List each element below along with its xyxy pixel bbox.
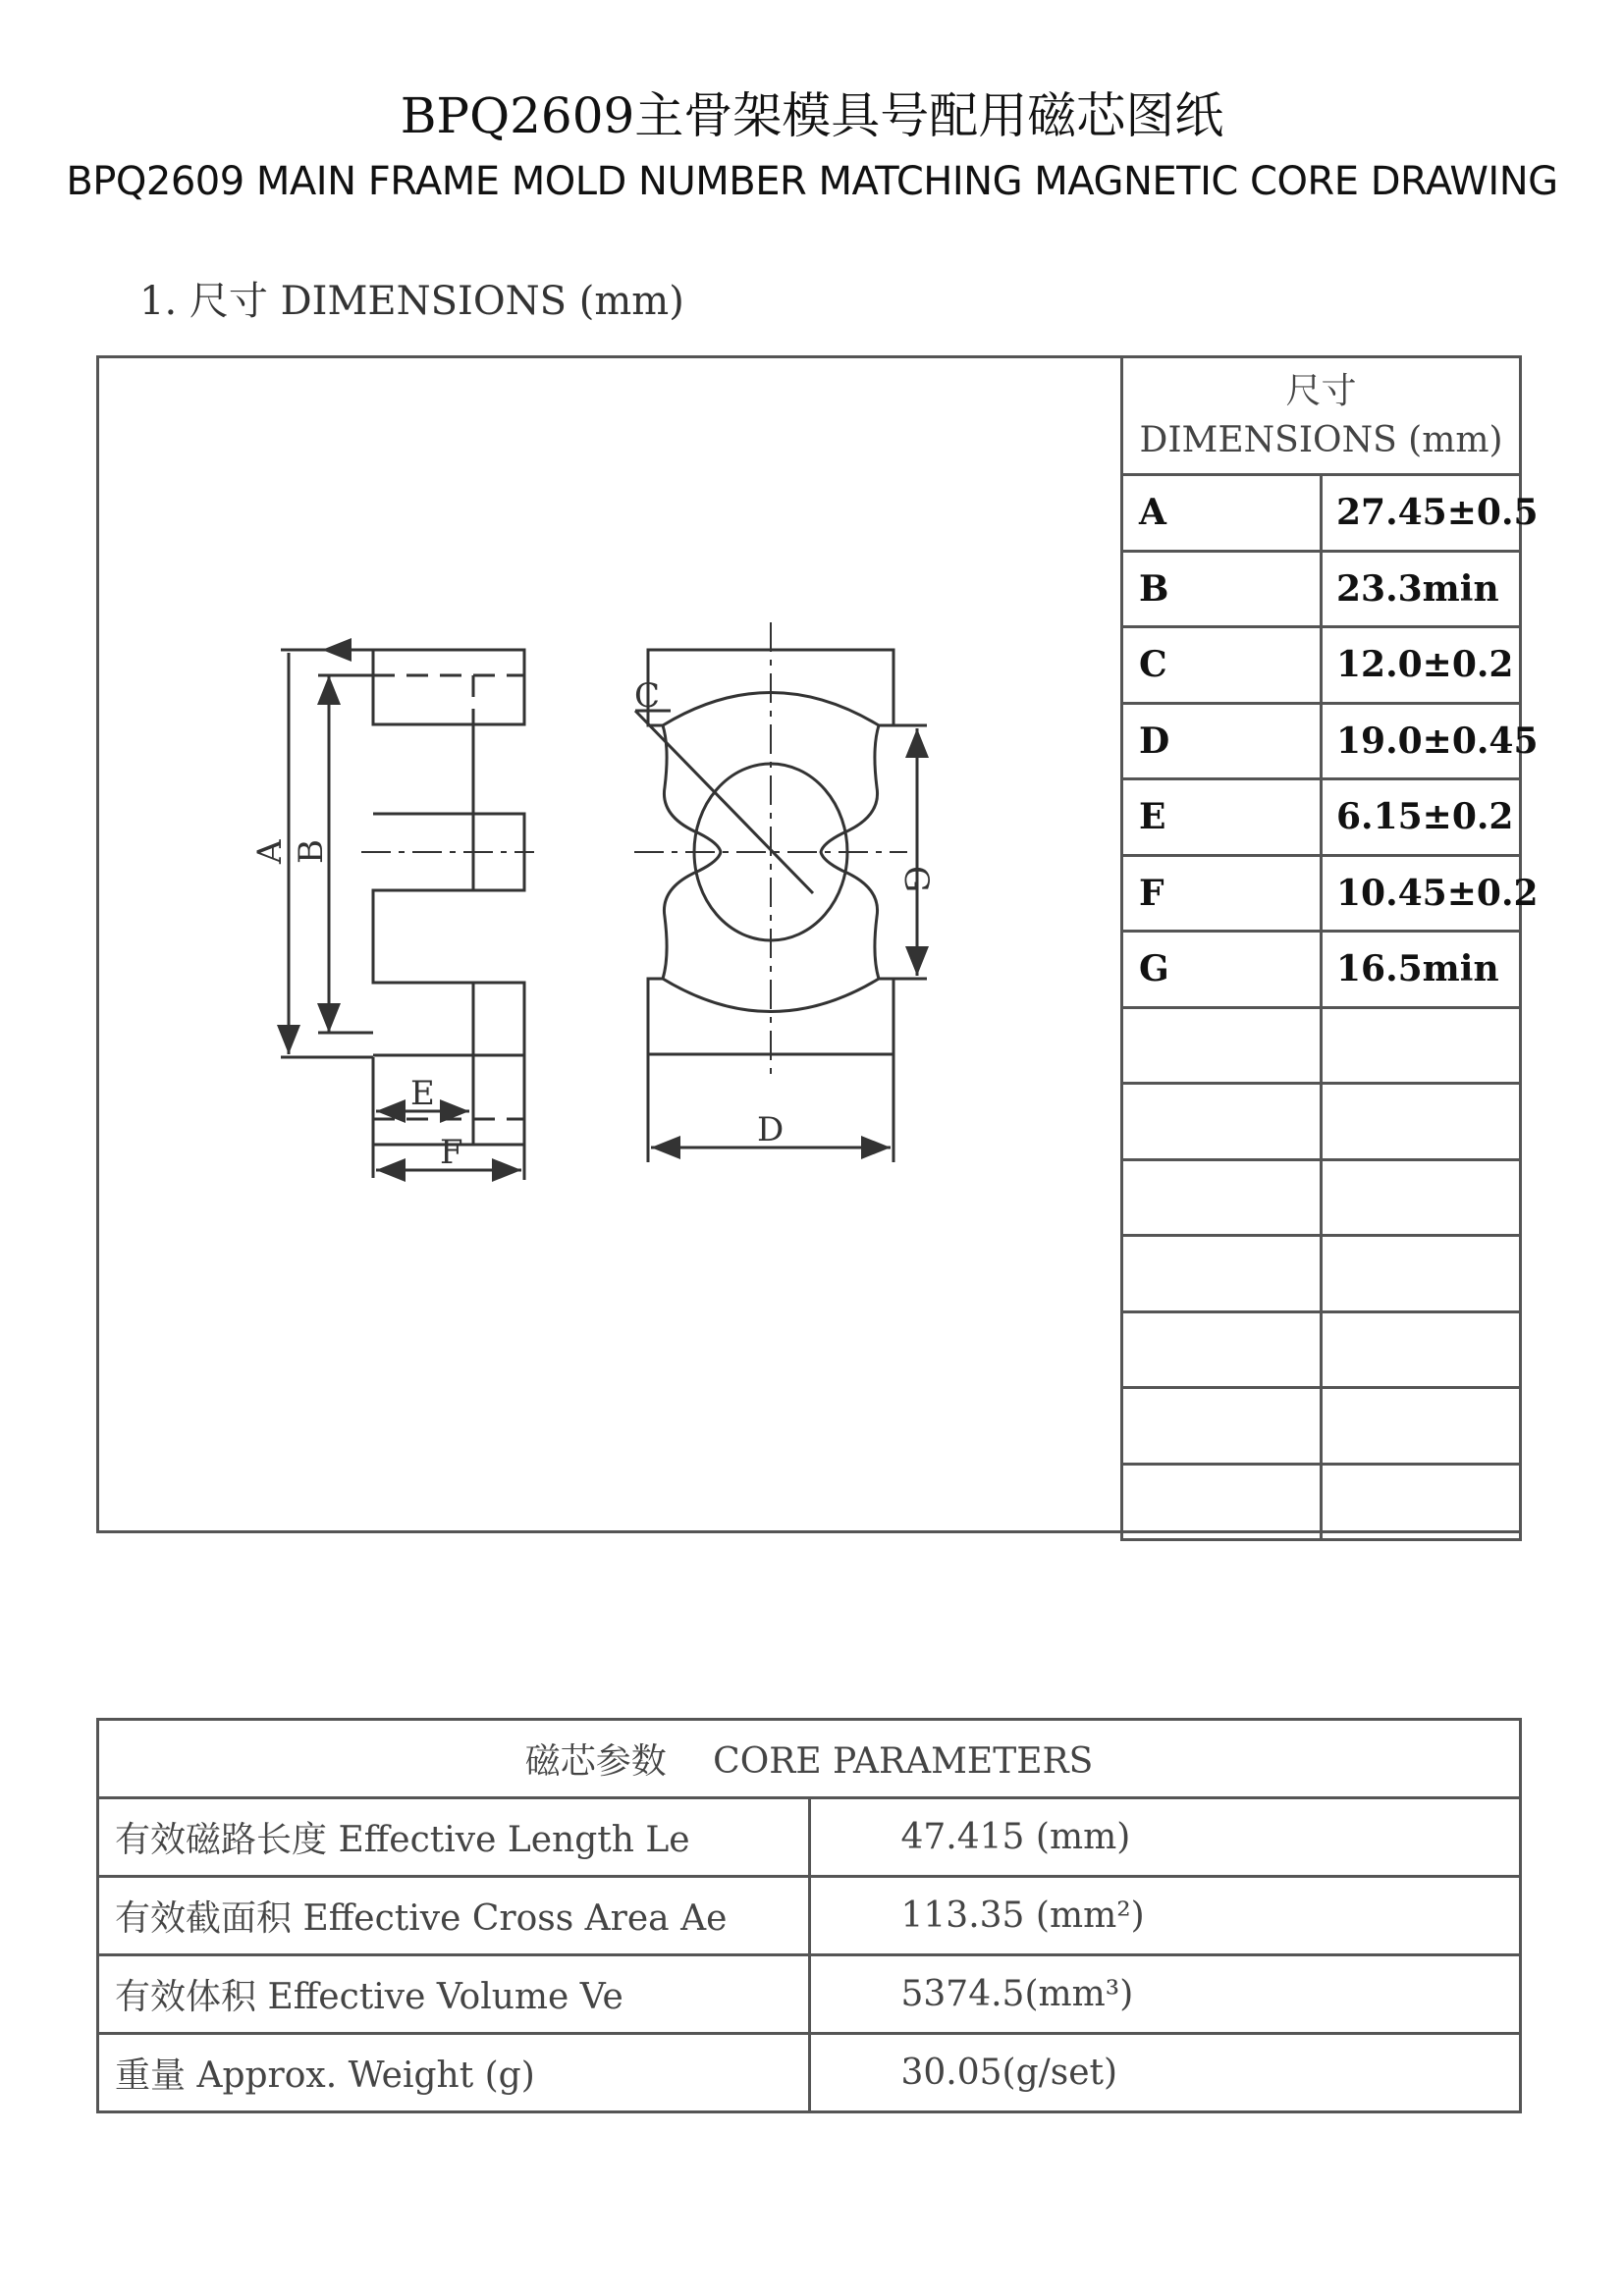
dimension-row-G bbox=[1122, 932, 1521, 1008]
dimension-letter: E bbox=[1122, 779, 1322, 856]
dimensions-header-cn: 尺寸 bbox=[1285, 370, 1357, 411]
dimension-row-D bbox=[1122, 703, 1521, 779]
dimension-value: 19.0±0.45 bbox=[1322, 703, 1521, 779]
parameter-label: 有效截面积 Effective Cross Area Ae bbox=[98, 1877, 810, 1955]
dimension-row-empty bbox=[1122, 1007, 1521, 1084]
drawing-label-F: F bbox=[440, 1133, 463, 1172]
dimension-value: 6.15±0.2 bbox=[1322, 779, 1521, 856]
empty-cell bbox=[1122, 1007, 1322, 1084]
dimension-row-empty bbox=[1122, 1388, 1521, 1465]
empty-cell bbox=[1122, 1236, 1322, 1312]
dimension-letter: C bbox=[1122, 627, 1322, 704]
core-parameters-header: 磁芯参数 CORE PARAMETERS bbox=[98, 1720, 1521, 1798]
side-view-hidden-lines bbox=[373, 675, 524, 1119]
dimension-row-F bbox=[1122, 855, 1521, 932]
dimension-row-C bbox=[1122, 627, 1521, 704]
parameter-value: 47.415 (mm) bbox=[809, 1798, 1521, 1877]
section-heading-dimensions: 1. 尺寸 DIMENSIONS (mm) bbox=[139, 279, 684, 324]
dimension-letter: G bbox=[1122, 932, 1322, 1008]
drawing-label-C: C bbox=[634, 676, 661, 716]
dimension-row-empty bbox=[1122, 1311, 1521, 1388]
empty-cell bbox=[1322, 1236, 1521, 1312]
drawing-label-E: E bbox=[410, 1074, 435, 1113]
dimension-value: 12.0±0.2 bbox=[1322, 627, 1521, 704]
parameter-value: 30.05(g/set) bbox=[809, 2034, 1521, 2112]
empty-cell bbox=[1122, 1388, 1322, 1465]
core-parameter-row bbox=[98, 1798, 1521, 1877]
core-parameters-header-row bbox=[98, 1720, 1521, 1798]
dimension-letter: A bbox=[1122, 475, 1322, 552]
dimension-row-A bbox=[1122, 475, 1521, 552]
document-title-en: BPQ2609 MAIN FRAME MOLD NUMBER MATCHING MAGNETIC CORE DRAWING bbox=[66, 159, 1558, 204]
dimension-row-empty bbox=[1122, 1236, 1521, 1312]
empty-cell bbox=[1122, 1159, 1322, 1236]
dimensions-table-header-cell bbox=[1122, 357, 1521, 475]
empty-cell bbox=[1122, 1084, 1322, 1160]
dimension-value: 23.3min bbox=[1322, 551, 1521, 627]
empty-cell bbox=[1322, 1388, 1521, 1465]
dimension-row-B bbox=[1122, 551, 1521, 627]
side-view-outline bbox=[373, 650, 524, 1145]
empty-cell bbox=[1322, 1464, 1521, 1540]
drawing-label-A: A bbox=[250, 839, 290, 864]
dimension-row-empty bbox=[1122, 1084, 1521, 1160]
empty-cell bbox=[1122, 1464, 1322, 1540]
dimension-value: 16.5min bbox=[1322, 932, 1521, 1008]
core-parameter-row bbox=[98, 2034, 1521, 2112]
parameter-value: 5374.5(mm³) bbox=[809, 1955, 1521, 2034]
empty-cell bbox=[1322, 1311, 1521, 1388]
empty-cell bbox=[1322, 1159, 1521, 1236]
document-title-cn: BPQ2609主骨架模具号配用磁芯图纸 bbox=[400, 87, 1224, 144]
core-parameter-row bbox=[98, 1955, 1521, 2034]
core-parameters-table bbox=[96, 1718, 1522, 2113]
dimension-letter: B bbox=[1122, 551, 1322, 627]
dimension-letter: D bbox=[1122, 703, 1322, 779]
dimension-row-empty bbox=[1122, 1464, 1521, 1540]
core-parameter-row bbox=[98, 1877, 1521, 1955]
dimension-value: 10.45±0.2 bbox=[1322, 855, 1521, 932]
parameter-label: 重量 Approx. Weight (g) bbox=[98, 2034, 810, 2112]
core-drawing bbox=[96, 355, 1120, 1533]
drawing-label-B: B bbox=[292, 839, 331, 864]
empty-cell bbox=[1322, 1007, 1521, 1084]
parameter-label: 有效磁路长度 Effective Length Le bbox=[98, 1798, 810, 1877]
dimensions-table-header bbox=[1122, 357, 1521, 475]
parameter-label: 有效体积 Effective Volume Ve bbox=[98, 1955, 810, 2034]
leader-C bbox=[635, 711, 813, 893]
empty-cell bbox=[1122, 1311, 1322, 1388]
dimension-value: 27.45±0.5 bbox=[1322, 475, 1521, 552]
dimension-row-empty bbox=[1122, 1159, 1521, 1236]
empty-cell bbox=[1322, 1084, 1521, 1160]
drawing-label-G: G bbox=[896, 866, 936, 893]
parameter-value: 113.35 (mm²) bbox=[809, 1877, 1521, 1955]
dimension-letter: F bbox=[1122, 855, 1322, 932]
dimension-row-E bbox=[1122, 779, 1521, 856]
dimensions-header-en: DIMENSIONS (mm) bbox=[1139, 419, 1503, 460]
drawing-label-D: D bbox=[757, 1110, 785, 1149]
dimensions-table bbox=[1120, 355, 1539, 1541]
